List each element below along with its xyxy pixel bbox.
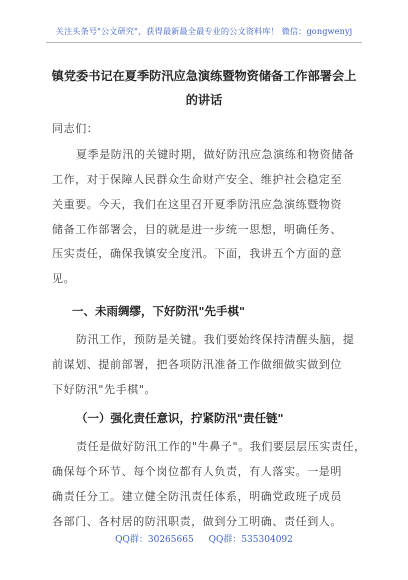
section1-line: 下好防汛"先手棋"。	[52, 383, 157, 396]
subsection1-line: 确责任分工。建立健全防汛责任体系，明确党政班子成员	[52, 490, 342, 503]
section1-line: 前谋划、提前部署，把各项防汛准备工作做细做实做到位	[52, 358, 342, 371]
intro-line: 见。	[52, 272, 76, 285]
section-heading-1: 一、未雨绸缪，下好防汛"先手棋"	[72, 304, 245, 318]
subsection1-line: 各部门、各村居的防汛职责，做到分工明确、责任到人。	[52, 515, 342, 528]
header-divider	[46, 42, 362, 43]
intro-line: 压实责任，确保我镇安全度汛。下面，我讲五个方面的意	[52, 247, 342, 260]
intro-line: 工作，对于保障人民群众生命财产安全、维护社会稳定至	[52, 173, 342, 186]
header-banner: 关注头条号"公文研究"，获得最新最全最专业的公文资料库！ 微信：gongwenyj	[55, 26, 353, 36]
subsection1-line: 责任是做好防汛工作的"牛鼻子"。我们要层层压实责任，	[76, 440, 366, 453]
intro-line: 储备工作部署会，目的就是进一步统一思想，明确任务、	[52, 223, 342, 236]
section1-line: 防汛工作，预防是关键。我们要始终保持清醒头脑，提	[76, 333, 355, 346]
intro-line: 夏季是防汛的关键时期，做好防汛应急演练和物资储备	[76, 148, 355, 161]
salutation: 同志们：	[52, 122, 99, 135]
footer-qq-2: QQ群：535304092	[208, 535, 293, 545]
document-title-line-1: 镇党委书记在夏季防汛应急演练暨物资储备工作部署会上	[51, 69, 357, 83]
intro-line: 关重要。今天，我们在这里召开夏季防汛应急演练暨物资	[52, 198, 342, 211]
subsection-heading-1: （一）强化责任意识，拧紧防汛"责任链"	[76, 411, 284, 425]
footer-contacts	[0, 532, 408, 545]
footer-qq-1: QQ群：30265665	[115, 535, 194, 545]
subsection1-line: 确保每个环节、每个岗位都有人负责，有人落实。一是明	[52, 465, 342, 478]
document-title-line-2: 的讲话	[185, 93, 223, 107]
